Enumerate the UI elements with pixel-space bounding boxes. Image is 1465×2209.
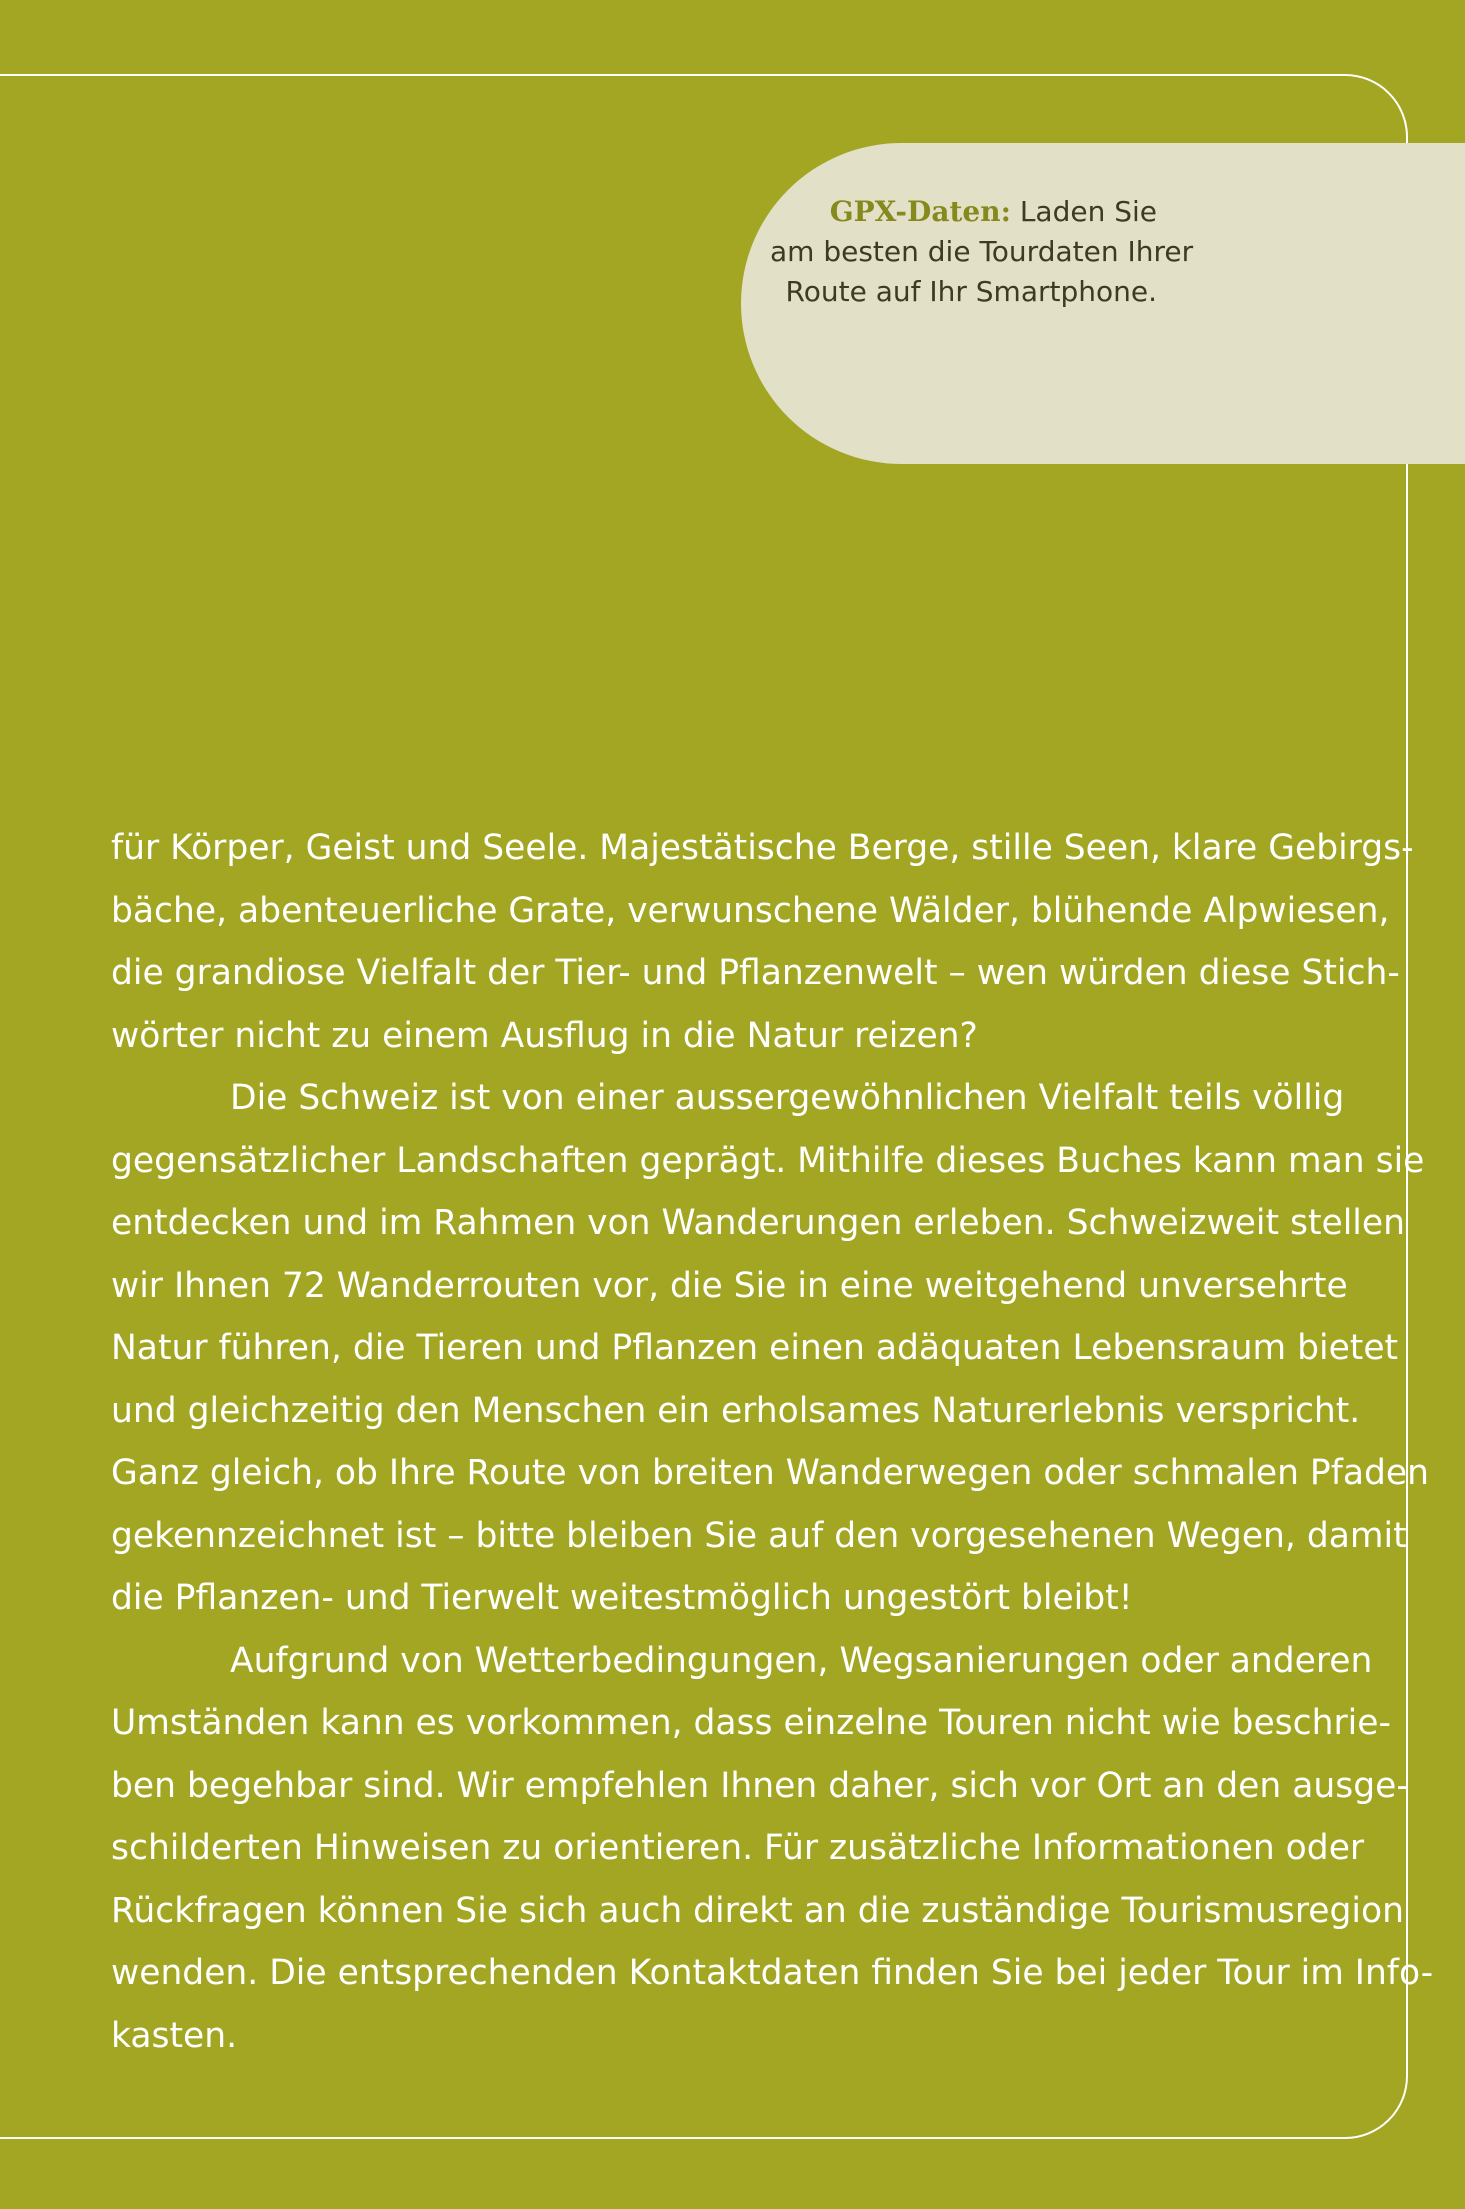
body-line: Ganz gleich, ob Ihre Route von breiten Wanderwegen oder schmalen Pfaden: [111, 1453, 1429, 1493]
body-line: gekennzeichnet ist – bitte bleiben Sie auf den vorgesehenen Wegen, damit: [111, 1515, 1407, 1556]
body-line: und gleichzeitig den Menschen ein erholsames Naturerlebnis verspricht.: [111, 1390, 1361, 1431]
body-line: die Pflanzen- und Tierwelt weitestmöglich ungestört bleibt!: [111, 1578, 1133, 1618]
body-line: entdecken und im Rahmen von Wanderungen erleben. Schweizweit stellen: [111, 1203, 1405, 1243]
body-line: Umständen kann es vorkommen, dass einzelne Touren nicht wie beschrie-: [111, 1703, 1391, 1743]
body-line: kasten.: [111, 2015, 238, 2056]
body-line: Natur führen, die Tieren und Pflanzen einen adäquaten Lebensraum bietet: [111, 1328, 1399, 1368]
gpx-text-line: Route auf Ihr Smartphone.: [785, 275, 1157, 308]
paragraph-first-line: Die Schweiz ist von einer aussergewöhnlichen Vielfalt teils völlig: [230, 1078, 1345, 1118]
gpx-info-text: [770, 192, 1194, 312]
gpx-text-line: Laden Sie: [1019, 195, 1157, 228]
body-line: für Körper, Geist und Seele. Majestätische Berge, stille Seen, klare Gebirgs-: [111, 828, 1414, 868]
body-line: schilderten Hinweisen zu orientieren. Für zusätzliche Informationen oder: [111, 1828, 1365, 1868]
gpx-text-line: am besten die Tourdaten Ihrer: [770, 235, 1194, 268]
body-line: wörter nicht zu einem Ausflug in die Natur reizen?: [111, 1015, 978, 1056]
paragraph-first-line: Aufgrund von Wetterbedingungen, Wegsanierungen oder anderen: [230, 1640, 1373, 1681]
body-line: bäche, abenteuerliche Grate, verwunschene Wälder, blühende Alpwiesen,: [111, 890, 1390, 931]
body-line: gegensätzlicher Landschaften geprägt. Mithilfe dieses Buches kann man sie: [111, 1140, 1425, 1181]
body-line: wir Ihnen 72 Wanderrouten vor, die Sie in eine weitgehend unversehrte: [111, 1265, 1348, 1306]
body-line: wenden. Die entsprechenden Kontaktdaten finden Sie bei jeder Tour im Info-: [111, 1953, 1434, 1993]
body-line: Rückfragen können Sie sich auch direkt an die zuständige Tourismusregion: [111, 1890, 1404, 1931]
body-line: ben begehbar sind. Wir empfehlen Ihnen daher, sich vor Ort an den ausge-: [111, 1765, 1409, 1806]
body-text: [111, 817, 1434, 2067]
body-line: die grandiose Vielfalt der Tier- und Pflanzenwelt – wen würden diese Stich-: [111, 953, 1400, 993]
gpx-label: GPX-Daten:: [829, 195, 1011, 228]
